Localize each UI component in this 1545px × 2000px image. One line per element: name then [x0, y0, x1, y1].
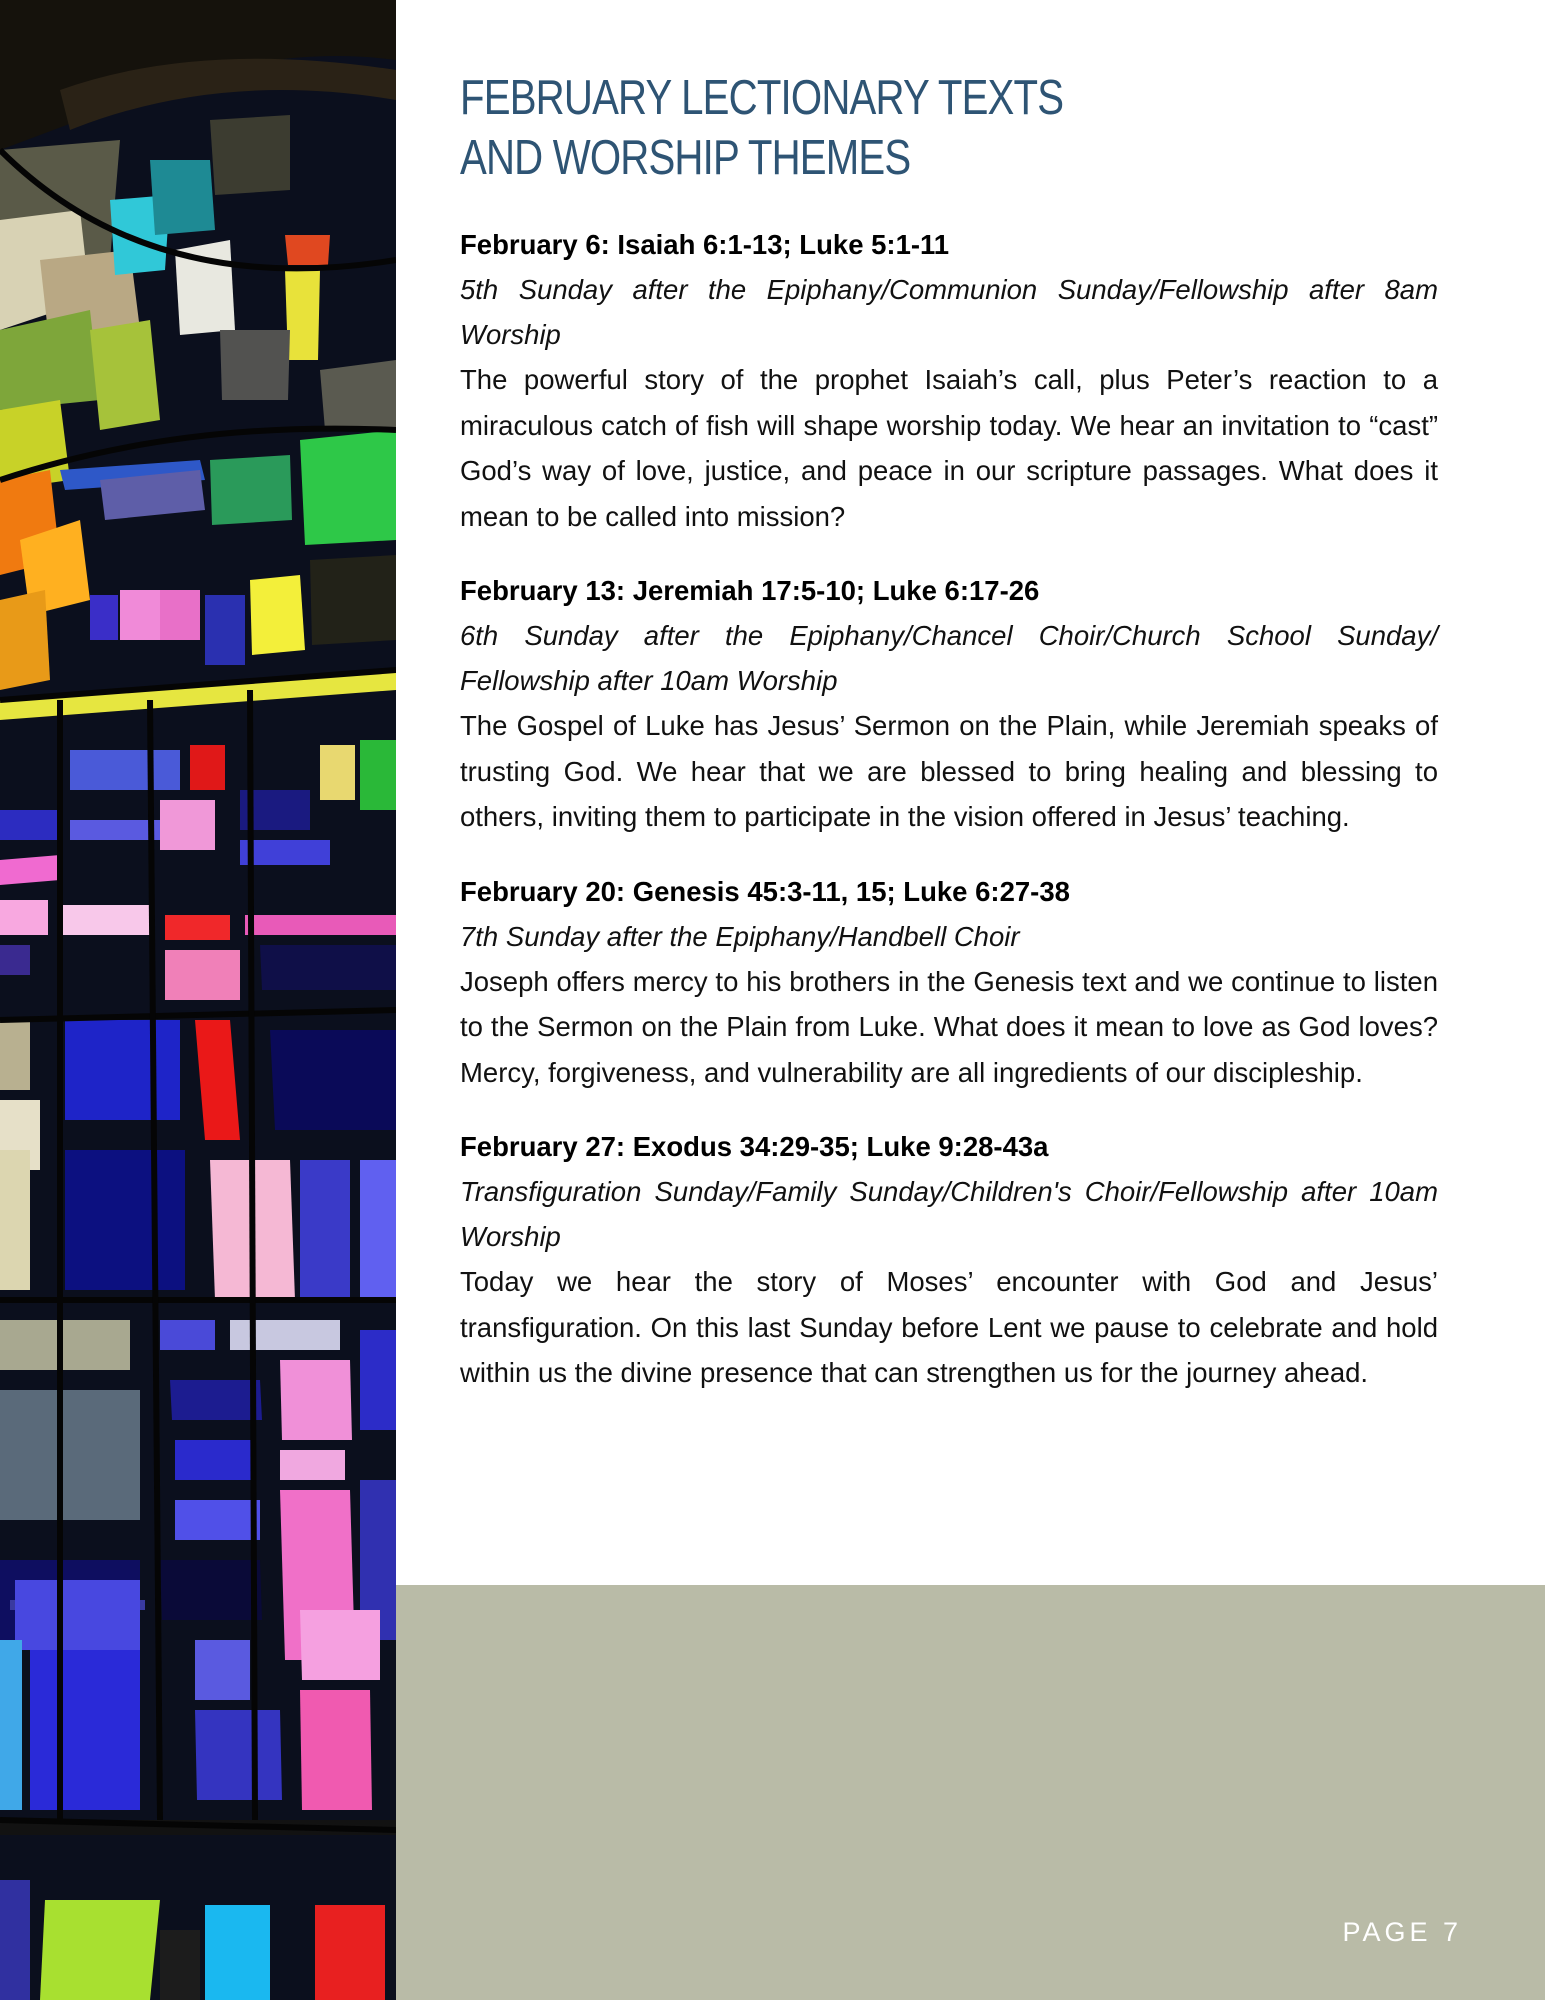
lectionary-entry-feb-13: [460, 568, 1438, 840]
entry-body: The Gospel of Luke has Jesus’ Sermon on the Plain, while Jeremiah speaks of trusting God. We hear that we are blessed to bring healing and blessing to others, inviting them to participate in the vision offered in Jesus’ teaching.: [460, 710, 1438, 832]
lectionary-entry-feb-27: [460, 1124, 1438, 1396]
stained-glass-graphic: [0, 0, 396, 2000]
stained-glass-image: [0, 0, 396, 2000]
page-title-line-1: FEBRUARY LECTIONARY TEXTS: [460, 71, 1064, 125]
entry-body: The powerful story of the prophet Isaiah’s call, plus Peter’s reaction to a miraculous catch of fish will shape worship today. We hear an invitation to “cast” God’s way of love, justice, and peace in our scripture passages. What does it mean to be called into mission?: [460, 364, 1438, 532]
entry-subtitle: 5th Sunday after the Epiphany/Communion Sunday/Fellowship after 8am Worship: [460, 274, 1438, 350]
entry-heading: February 27: Exodus 34:29-35; Luke 9:28-43a: [460, 1131, 1049, 1162]
entry-heading: February 6: Isaiah 6:1-13; Luke 5:1-11: [460, 229, 950, 260]
footer-band: [396, 1585, 1545, 2000]
main-content: [460, 68, 1438, 1425]
entry-heading: February 13: Jeremiah 17:5-10; Luke 6:17-26: [460, 575, 1040, 606]
page-number: PAGE 7: [1342, 1917, 1462, 1947]
entry-body: Joseph offers mercy to his brothers in the Genesis text and we continue to listen to the Sermon on the Plain from Luke. What does it mean to love as God loves? Mercy, forgiveness, and vulnerability are all ingredients of our discipleship.: [460, 965, 1438, 1088]
entry-subtitle: 6th Sunday after the Epiphany/Chancel Choir/Church School Sunday/ Fellowship after 10am Worship: [460, 620, 1438, 696]
lectionary-entry-feb-20: [460, 869, 1438, 1096]
page-title-line-2: AND WORSHIP THEMES: [460, 131, 911, 185]
entry-body: Today we hear the story of Moses’ encounter with God and Jesus’ transfiguration. On this last Sunday before Lent we pause to celebrate and hold within us the divine presence that can strengthen us for the journey ahead.: [460, 1266, 1438, 1388]
lectionary-list: [460, 222, 1438, 1396]
entry-subtitle: Transfiguration Sunday/Family Sunday/Children's Choir/Fellowship after 10am Worship: [460, 1176, 1438, 1252]
entry-heading: February 20: Genesis 45:3-11, 15; Luke 6:27-38: [460, 875, 1070, 907]
lectionary-entry-feb-6: [460, 222, 1438, 539]
page-title: [460, 68, 1444, 188]
entry-subtitle: 7th Sunday after the Epiphany/Handbell Choir: [460, 920, 1020, 952]
